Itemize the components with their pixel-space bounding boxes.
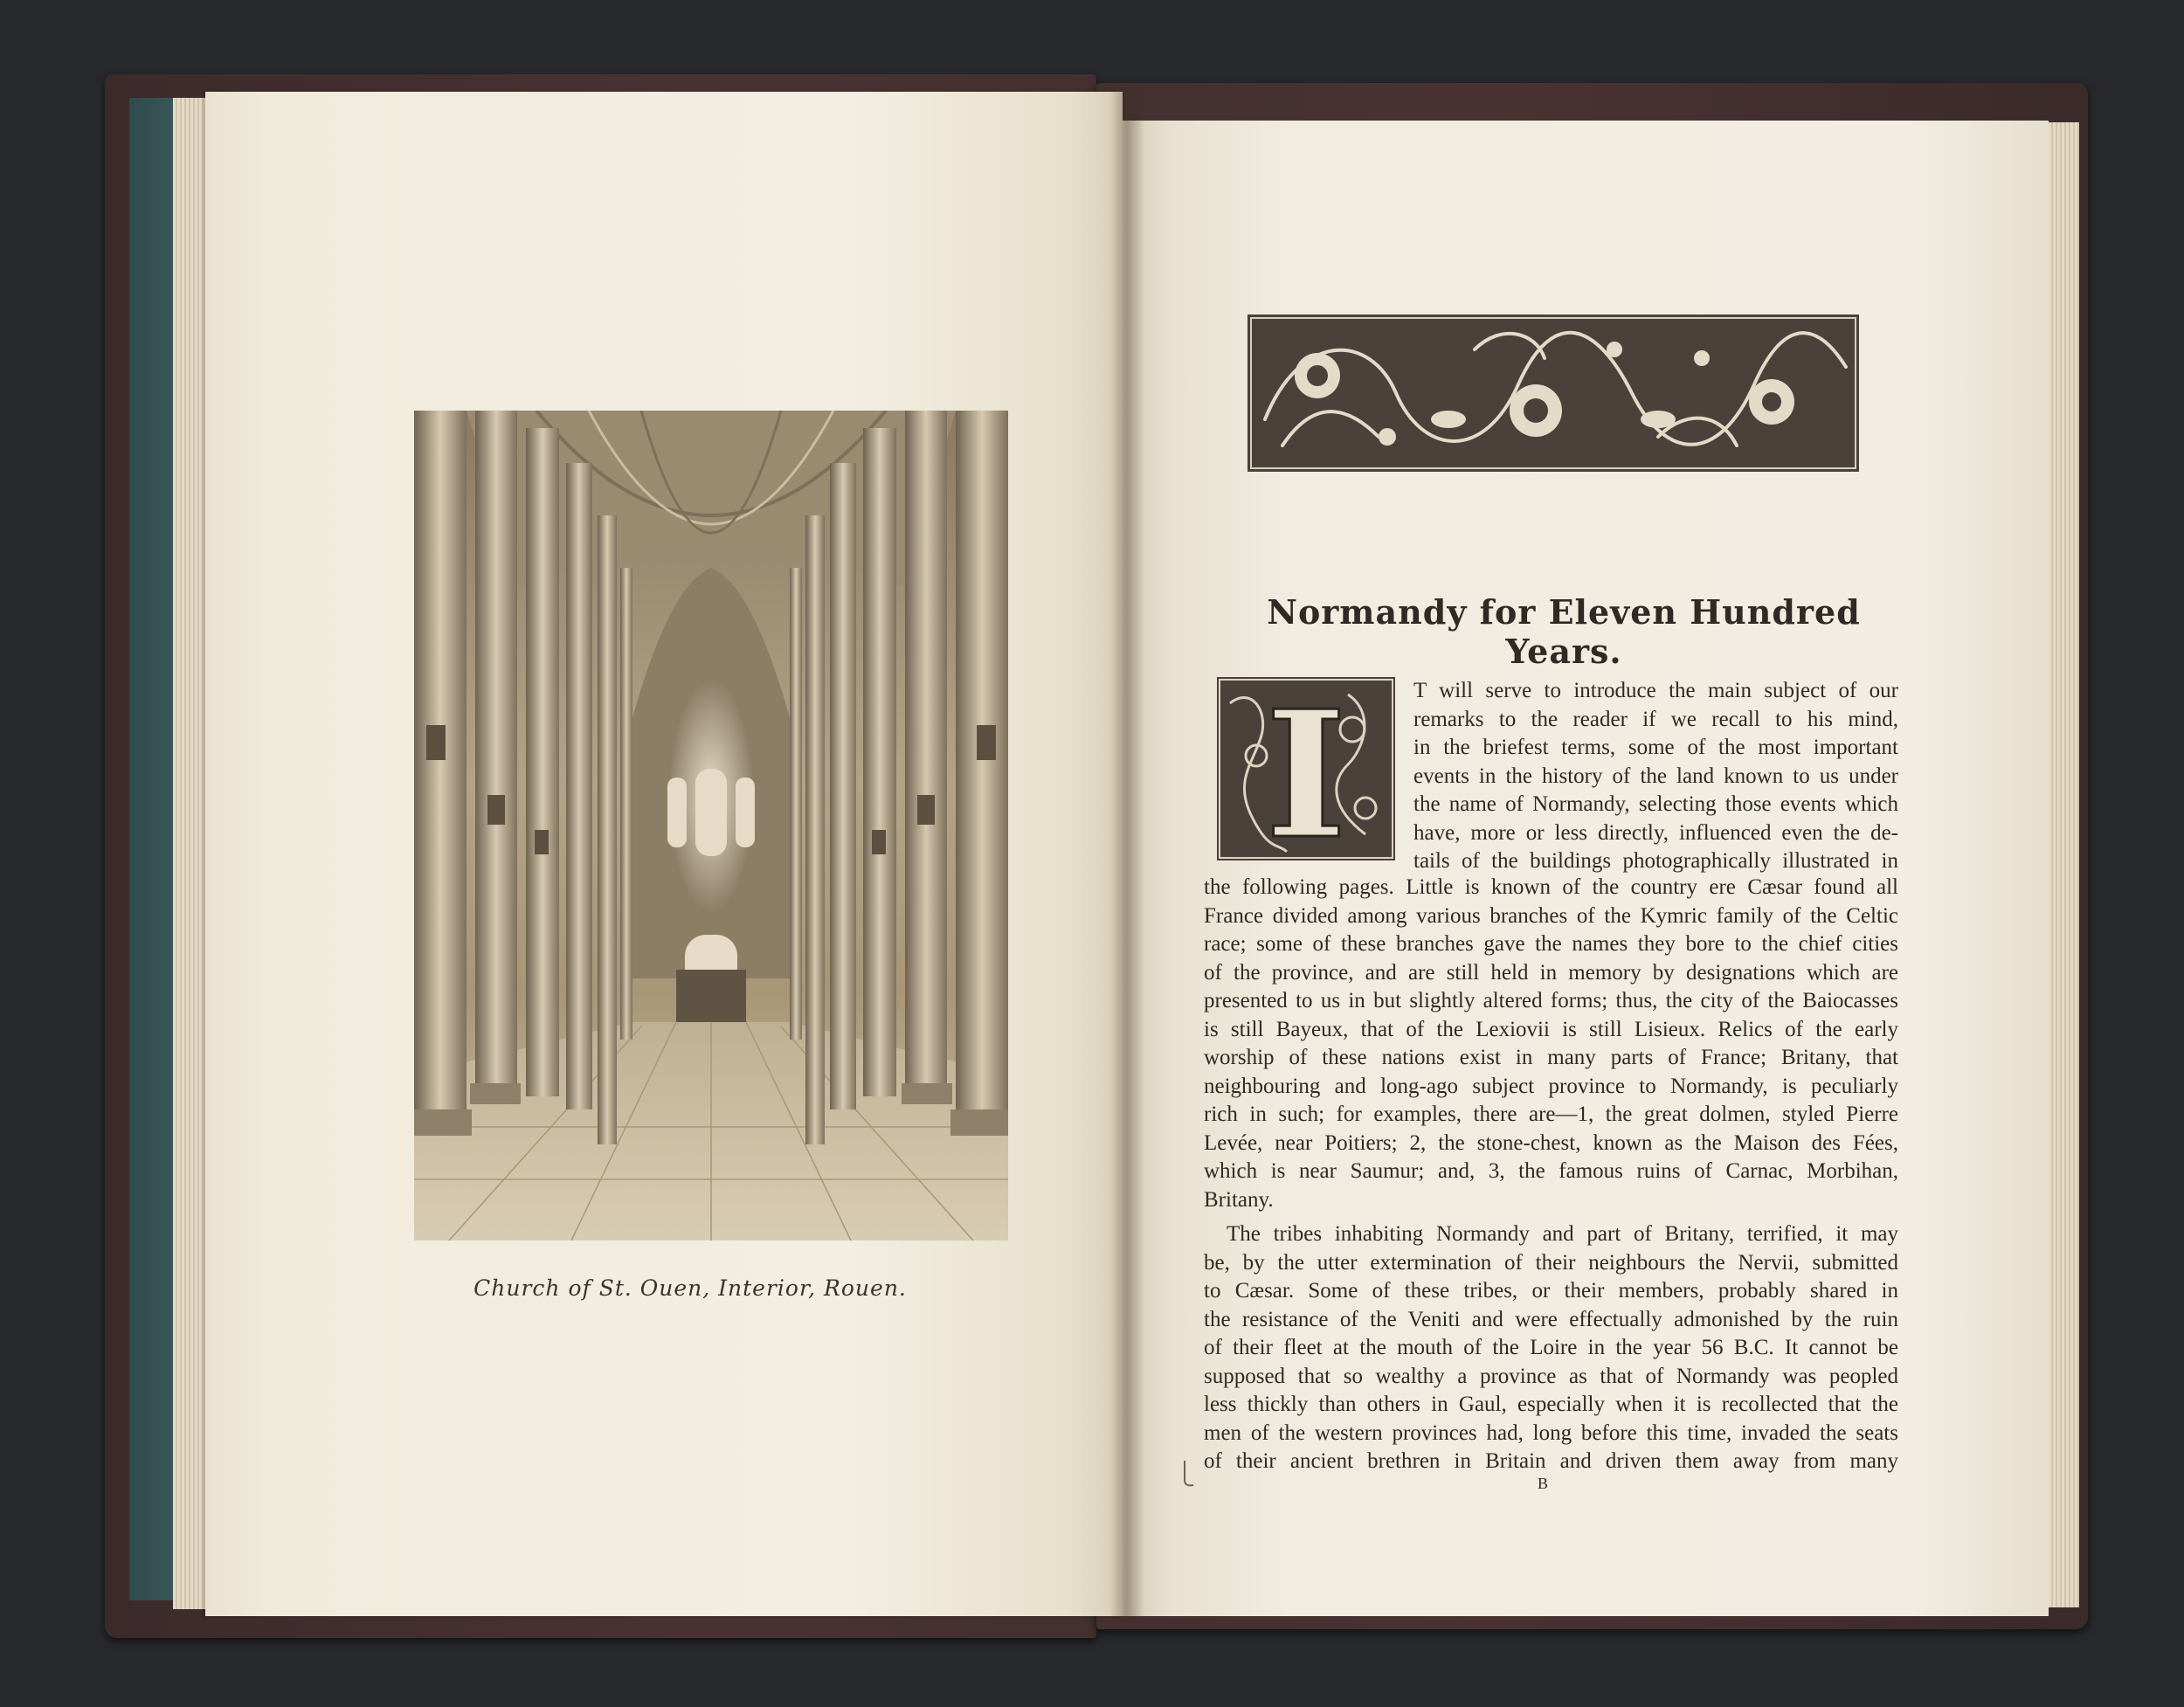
text-line: neighbouring and long-ago subject province to Normandy, is peculiarly <box>1204 1074 1898 1098</box>
ornamental-header-band <box>1248 314 1859 472</box>
chapter-title: Normandy for Eleven Hundred Years. <box>1267 592 1861 671</box>
text-line: T will serve to introduce the main subject of our <box>1413 679 1898 702</box>
text-line: men of the western provinces had, long before this time, invaded the seats <box>1204 1420 1898 1445</box>
text-line: rich in such; for examples, there are—1, the great dolmen, styled Pierre <box>1204 1102 1898 1126</box>
text-line: presented to us in but slightly altered forms; thus, the city of the Baiocasses <box>1204 989 1898 1012</box>
text-line: The tribes inhabiting Normandy and part of Britany, terrified, it may <box>1227 1222 1898 1246</box>
text-line: which is near Saumur; and, 3, the famous ruins of Carnac, Morbihan, <box>1204 1159 1898 1183</box>
text-line: events in the history of the land known to us under <box>1413 764 1898 788</box>
text-line: the following pages. Little is known of the country ere Cæsar found all <box>1204 875 1898 899</box>
decorated-initial-letter <box>1217 677 1395 860</box>
initial-letter: I <box>1265 677 1347 860</box>
text-line: France divided among various branches of the Kymric family of the Celtic <box>1204 903 1898 928</box>
text-line: less thickly than others in Gaul, especially when it is recollected that the <box>1204 1393 1898 1416</box>
photo-caption: Church of St. Ouen, Interior, Rouen. <box>473 1275 907 1301</box>
text-line: worship of these nations exist in many parts of France; Britany, that <box>1204 1046 1898 1069</box>
pencil-mark-icon <box>1179 1459 1200 1490</box>
text-line: of their ancient brethren in Britain and driven them away from many <box>1204 1449 1898 1473</box>
cathedral-interior-photo <box>414 411 1008 1241</box>
text-line: be, by the utter extermination of their neighbours the Nervii, submitted <box>1204 1250 1898 1275</box>
first-paragraph-opening <box>1413 677 1898 876</box>
text-line: tails of the buildings photographically illustrated in <box>1413 849 1898 873</box>
text-line: in the briefest terms, some of the most important <box>1413 736 1898 759</box>
page-signature-mark: B <box>1538 1475 1550 1492</box>
book-gutter <box>1109 87 1144 1621</box>
text-line: supposed that so wealthy a province as that of Normandy was peopled <box>1204 1364 1898 1388</box>
body-text <box>1204 874 1898 1476</box>
text-line: is still Bayeux, that of the Lexiovii is still Lisieux. Relics of the early <box>1204 1017 1898 1041</box>
text-line: the name of Normandy, selecting those events which <box>1413 792 1898 816</box>
text-line: remarks to the reader if we recall to his mind, <box>1413 707 1898 731</box>
text-line: to Cæsar. Some of these tribes, or their members, probably shared in <box>1204 1279 1898 1303</box>
text-line: of their fleet at the mouth of the Loire in the year 56 B.C. It cannot be <box>1204 1336 1898 1359</box>
text-line: the resistance of the Veniti and were effectually admonished by the ruin <box>1204 1307 1898 1331</box>
text-line: Levée, near Poitiers; 2, the stone-chest, known as the Maison des Fées, <box>1204 1130 1898 1155</box>
text-line: Britany. <box>1204 1187 1274 1212</box>
text-line: of the province, and are still held in memory by designations which are <box>1204 960 1898 985</box>
text-line: have, more or less directly, influenced even the de- <box>1413 820 1898 845</box>
text-line: race; some of these branches gave the names they bore to the chief cities <box>1204 932 1898 956</box>
